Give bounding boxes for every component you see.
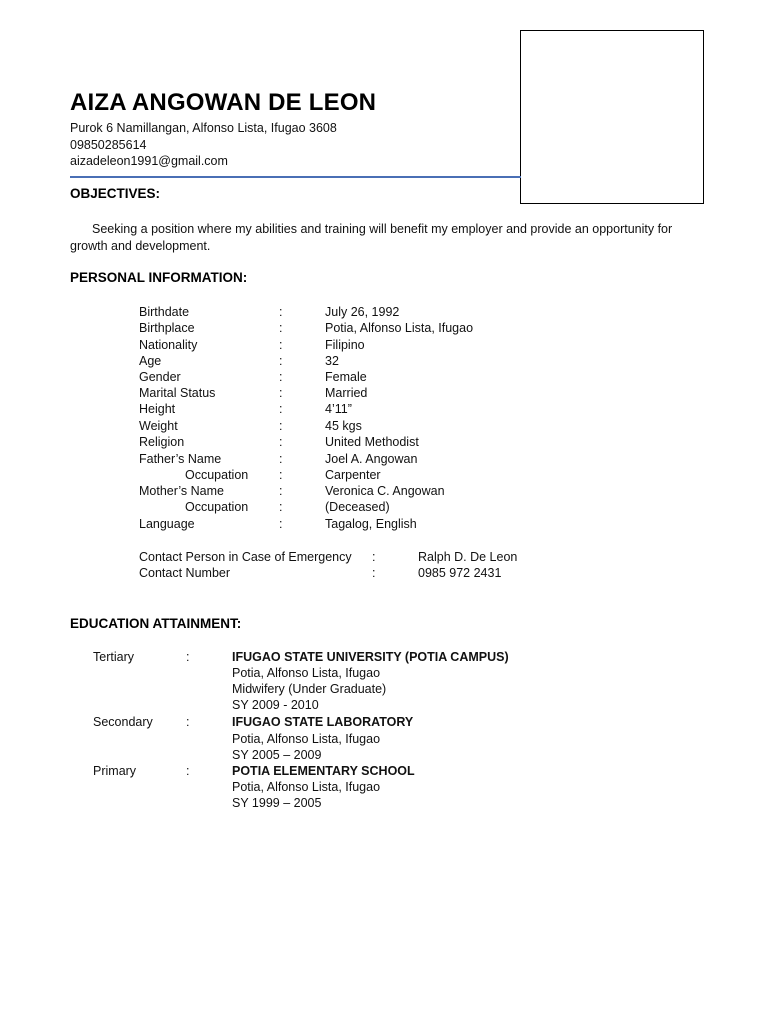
address-text: Purok 6 Namillangan, Alfonso Lista, Ifugao 3608	[70, 121, 337, 135]
info-value: Filipino	[325, 338, 365, 352]
info-colon: :	[279, 419, 283, 433]
education-colon: :	[186, 650, 190, 664]
info-colon: :	[279, 484, 283, 498]
info-label: Weight	[139, 419, 178, 433]
header-divider	[70, 176, 521, 178]
emergency-label: Contact Person in Case of Emergency	[139, 550, 352, 564]
school-course: Midwifery (Under Graduate)	[232, 682, 387, 696]
info-colon: :	[279, 386, 283, 400]
emergency-colon: :	[372, 566, 376, 580]
objectives-text: Seeking a position where my abilities and training will benefit my employer and provide an opportunity for growth and development.	[70, 222, 673, 253]
info-value: Veronica C. Angowan	[325, 484, 445, 498]
info-colon: :	[279, 305, 283, 319]
info-value: Tagalog, English	[325, 517, 417, 531]
info-value: Joel A. Angowan	[325, 452, 418, 466]
phone-text: 09850285614	[70, 137, 147, 152]
info-colon: :	[279, 517, 283, 531]
info-value: Female	[325, 370, 367, 384]
info-value: Potia, Alfonso Lista, Ifugao	[325, 321, 474, 335]
school-address: Potia, Alfonso Lista, Ifugao	[232, 780, 381, 794]
info-label: Father’s Name	[139, 452, 222, 466]
info-label: Marital Status	[139, 386, 216, 400]
info-colon: :	[279, 370, 283, 384]
info-label: Birthplace	[139, 321, 195, 335]
info-value: 45 kgs	[325, 419, 362, 433]
education-level-label: Tertiary	[93, 650, 134, 664]
school-address: Potia, Alfonso Lista, Ifugao	[232, 666, 381, 680]
info-value: July 26, 1992	[325, 305, 400, 319]
info-colon: :	[279, 452, 283, 466]
objectives-heading: OBJECTIVES:	[70, 186, 161, 201]
contact-block	[70, 120, 337, 170]
info-value: 4’11”	[325, 402, 352, 416]
info-label: Nationality	[139, 338, 198, 352]
school-name: IFUGAO STATE UNIVERSITY (POTIA CAMPUS)	[232, 650, 509, 664]
info-value: 32	[325, 354, 339, 368]
info-colon: :	[279, 468, 283, 482]
info-label: Gender	[139, 370, 181, 384]
info-value: Carpenter	[325, 468, 381, 482]
applicant-name: AIZA ANGOWAN DE LEON	[70, 89, 377, 116]
info-label: Height	[139, 402, 176, 416]
info-colon: :	[279, 435, 283, 449]
info-value: Married	[325, 386, 368, 400]
info-label: Language	[139, 517, 195, 531]
info-label: Age	[139, 354, 162, 368]
info-colon: :	[279, 500, 283, 514]
school-name: IFUGAO STATE LABORATORY	[232, 715, 414, 729]
education-level-label: Secondary	[93, 715, 153, 729]
school-name: POTIA ELEMENTARY SCHOOL	[232, 764, 415, 778]
education-colon: :	[186, 715, 190, 729]
school-year: SY 1999 – 2005	[232, 796, 322, 810]
school-year: SY 2009 - 2010	[232, 698, 319, 712]
info-colon: :	[279, 321, 283, 335]
info-colon: :	[279, 338, 283, 352]
info-label: Birthdate	[139, 305, 190, 319]
education-colon: :	[186, 764, 190, 778]
info-colon: :	[279, 402, 283, 416]
emergency-label: Contact Number	[139, 566, 231, 580]
info-label: Occupation	[185, 468, 249, 482]
emergency-value: 0985 972 2431	[418, 566, 502, 580]
info-value: United Methodist	[325, 435, 419, 449]
info-label: Occupation	[185, 500, 249, 514]
emergency-value: Ralph D. De Leon	[418, 550, 518, 564]
school-year: SY 2005 – 2009	[232, 748, 322, 762]
info-label: Religion	[139, 435, 185, 449]
info-value: (Deceased)	[325, 500, 390, 514]
education-level-label: Primary	[93, 764, 137, 778]
email-text: aizadeleon1991@gmail.com	[70, 154, 228, 168]
school-address: Potia, Alfonso Lista, Ifugao	[232, 732, 381, 746]
emergency-colon: :	[372, 550, 376, 564]
education-heading: EDUCATION ATTAINMENT:	[70, 616, 242, 631]
personal-info-heading: PERSONAL INFORMATION:	[70, 270, 248, 285]
photo-placeholder	[520, 30, 704, 204]
info-colon: :	[279, 354, 283, 368]
info-label: Mother’s Name	[139, 484, 224, 498]
